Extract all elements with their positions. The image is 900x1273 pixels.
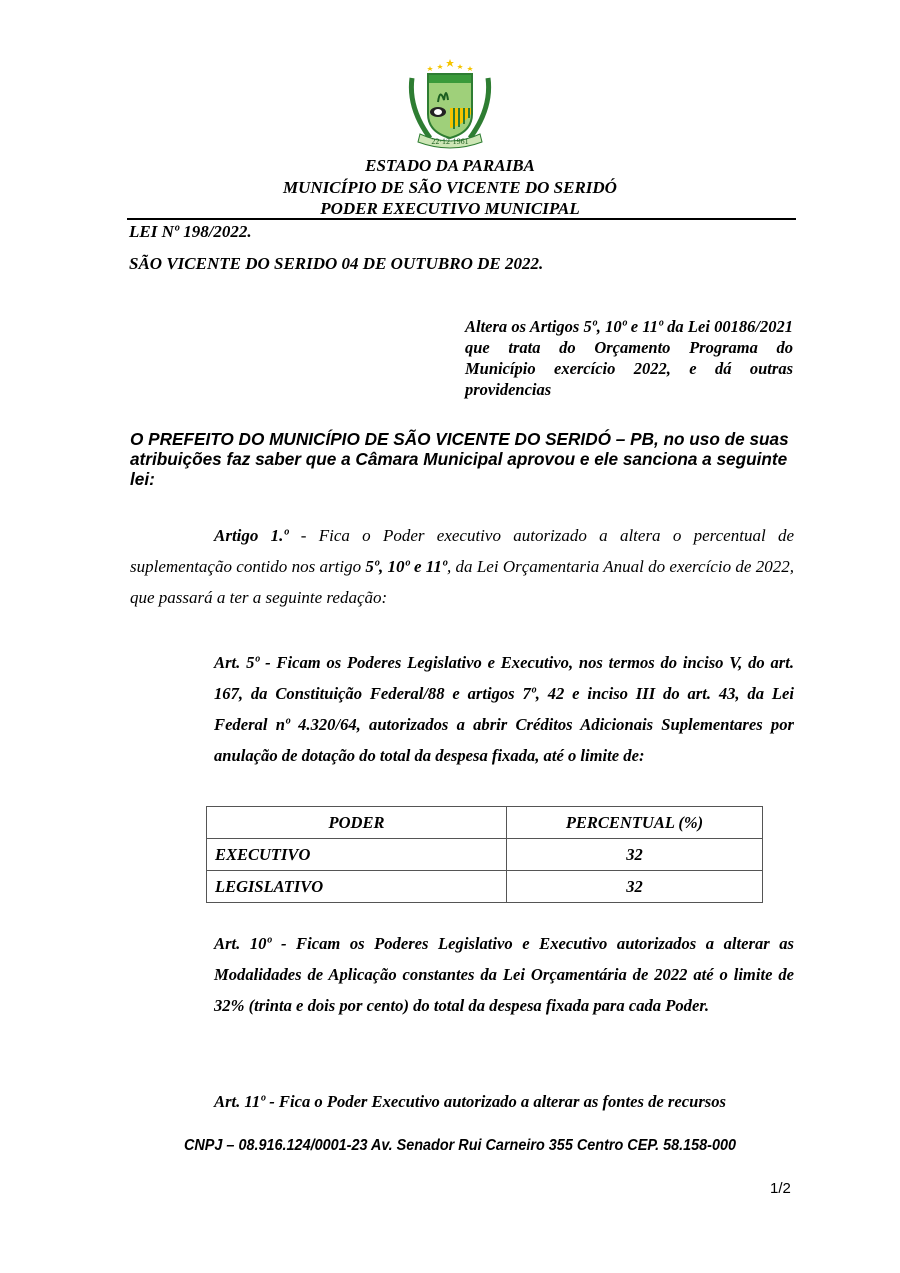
article-11: Art. 11º - Fica o Poder Executivo autorizado a alterar as fontes de recursos <box>214 1092 727 1111</box>
table-row <box>207 871 763 903</box>
law-summary: Altera os Artigos 5º, 10º e 11º da Lei 00186/2021 que trata do Orçamento Programa do Município exercício 2022, e dá outras providencias <box>465 317 793 399</box>
page-number: 1/2 <box>770 1180 791 1197</box>
header-municipality: MUNICÍPIO DE SÃO VICENTE DO SERIDÓ <box>283 177 617 197</box>
percent-table <box>206 806 763 903</box>
table-cell: 32 <box>507 839 763 871</box>
table-header-row <box>207 807 763 839</box>
article-1-refs: 5º, 10º e 11º <box>365 557 447 576</box>
header-state: ESTADO DA PARAIBA <box>365 156 535 175</box>
article-5: Art. 5º - Ficam os Poderes Legislativo e Executivo, nos termos do inciso V, do art. 167, da Constituição Federal/88 e artigos 7º, 42 e inciso III do art. 43, da Lei Federal nº 4.320/64, autorizados a abrir Créditos Adicionais Suplementares por anulação de dotação do total da despesa fixada, até o limite de: <box>214 653 794 765</box>
table-header: PERCENTUAL (%) <box>507 807 763 839</box>
svg-text:22·12·1961: 22·12·1961 <box>431 137 469 146</box>
table-row <box>207 839 763 871</box>
header-divider <box>127 218 796 220</box>
article-1-label: Artigo 1.º <box>214 526 289 545</box>
header-executive: PODER EXECUTIVO MUNICIPAL <box>320 199 580 218</box>
table-cell: LEGISLATIVO <box>207 871 507 903</box>
law-date: SÃO VICENTE DO SERIDO 04 DE OUTUBRO DE 2022. <box>129 254 544 273</box>
article-10: Art. 10º - Ficam os Poderes Legislativo e Executivo autorizados a alterar as Modalidades de Aplicação constantes da Lei Orçamentária de 2022 até o limite de 32% (trinta e dois por cento) do total da despesa fixada para cada Poder. <box>214 934 794 1015</box>
article-1-text: - Fica o Poder executivo autorizado a altera o percentual de suplementação contido nos artigo <box>130 526 794 576</box>
footer-address: CNPJ – 08.916.124/0001-23 Av. Senador Rui Carneiro 355 Centro CEP. 58.158-000 <box>183 1137 737 1154</box>
table-cell: 32 <box>507 871 763 903</box>
preamble: O PREFEITO DO MUNICÍPIO DE SÃO VICENTE DO SERIDÓ – PB, no uso de suas atribuições faz saber que a Câmara Municipal aprovou e ele sanciona a seguinte lei: <box>130 429 789 489</box>
table-header: PODER <box>207 807 507 839</box>
article-1 <box>130 520 794 613</box>
law-number: LEI Nº 198/2022. <box>129 222 252 241</box>
municipal-coat-of-arms-logo <box>400 58 500 155</box>
table-cell: EXECUTIVO <box>207 839 507 871</box>
article-1-text-end: , da Lei Orçamentaria Anual do exercício de 2022, que passará a ter a seguinte redação: <box>130 557 794 607</box>
document-header <box>0 155 900 220</box>
